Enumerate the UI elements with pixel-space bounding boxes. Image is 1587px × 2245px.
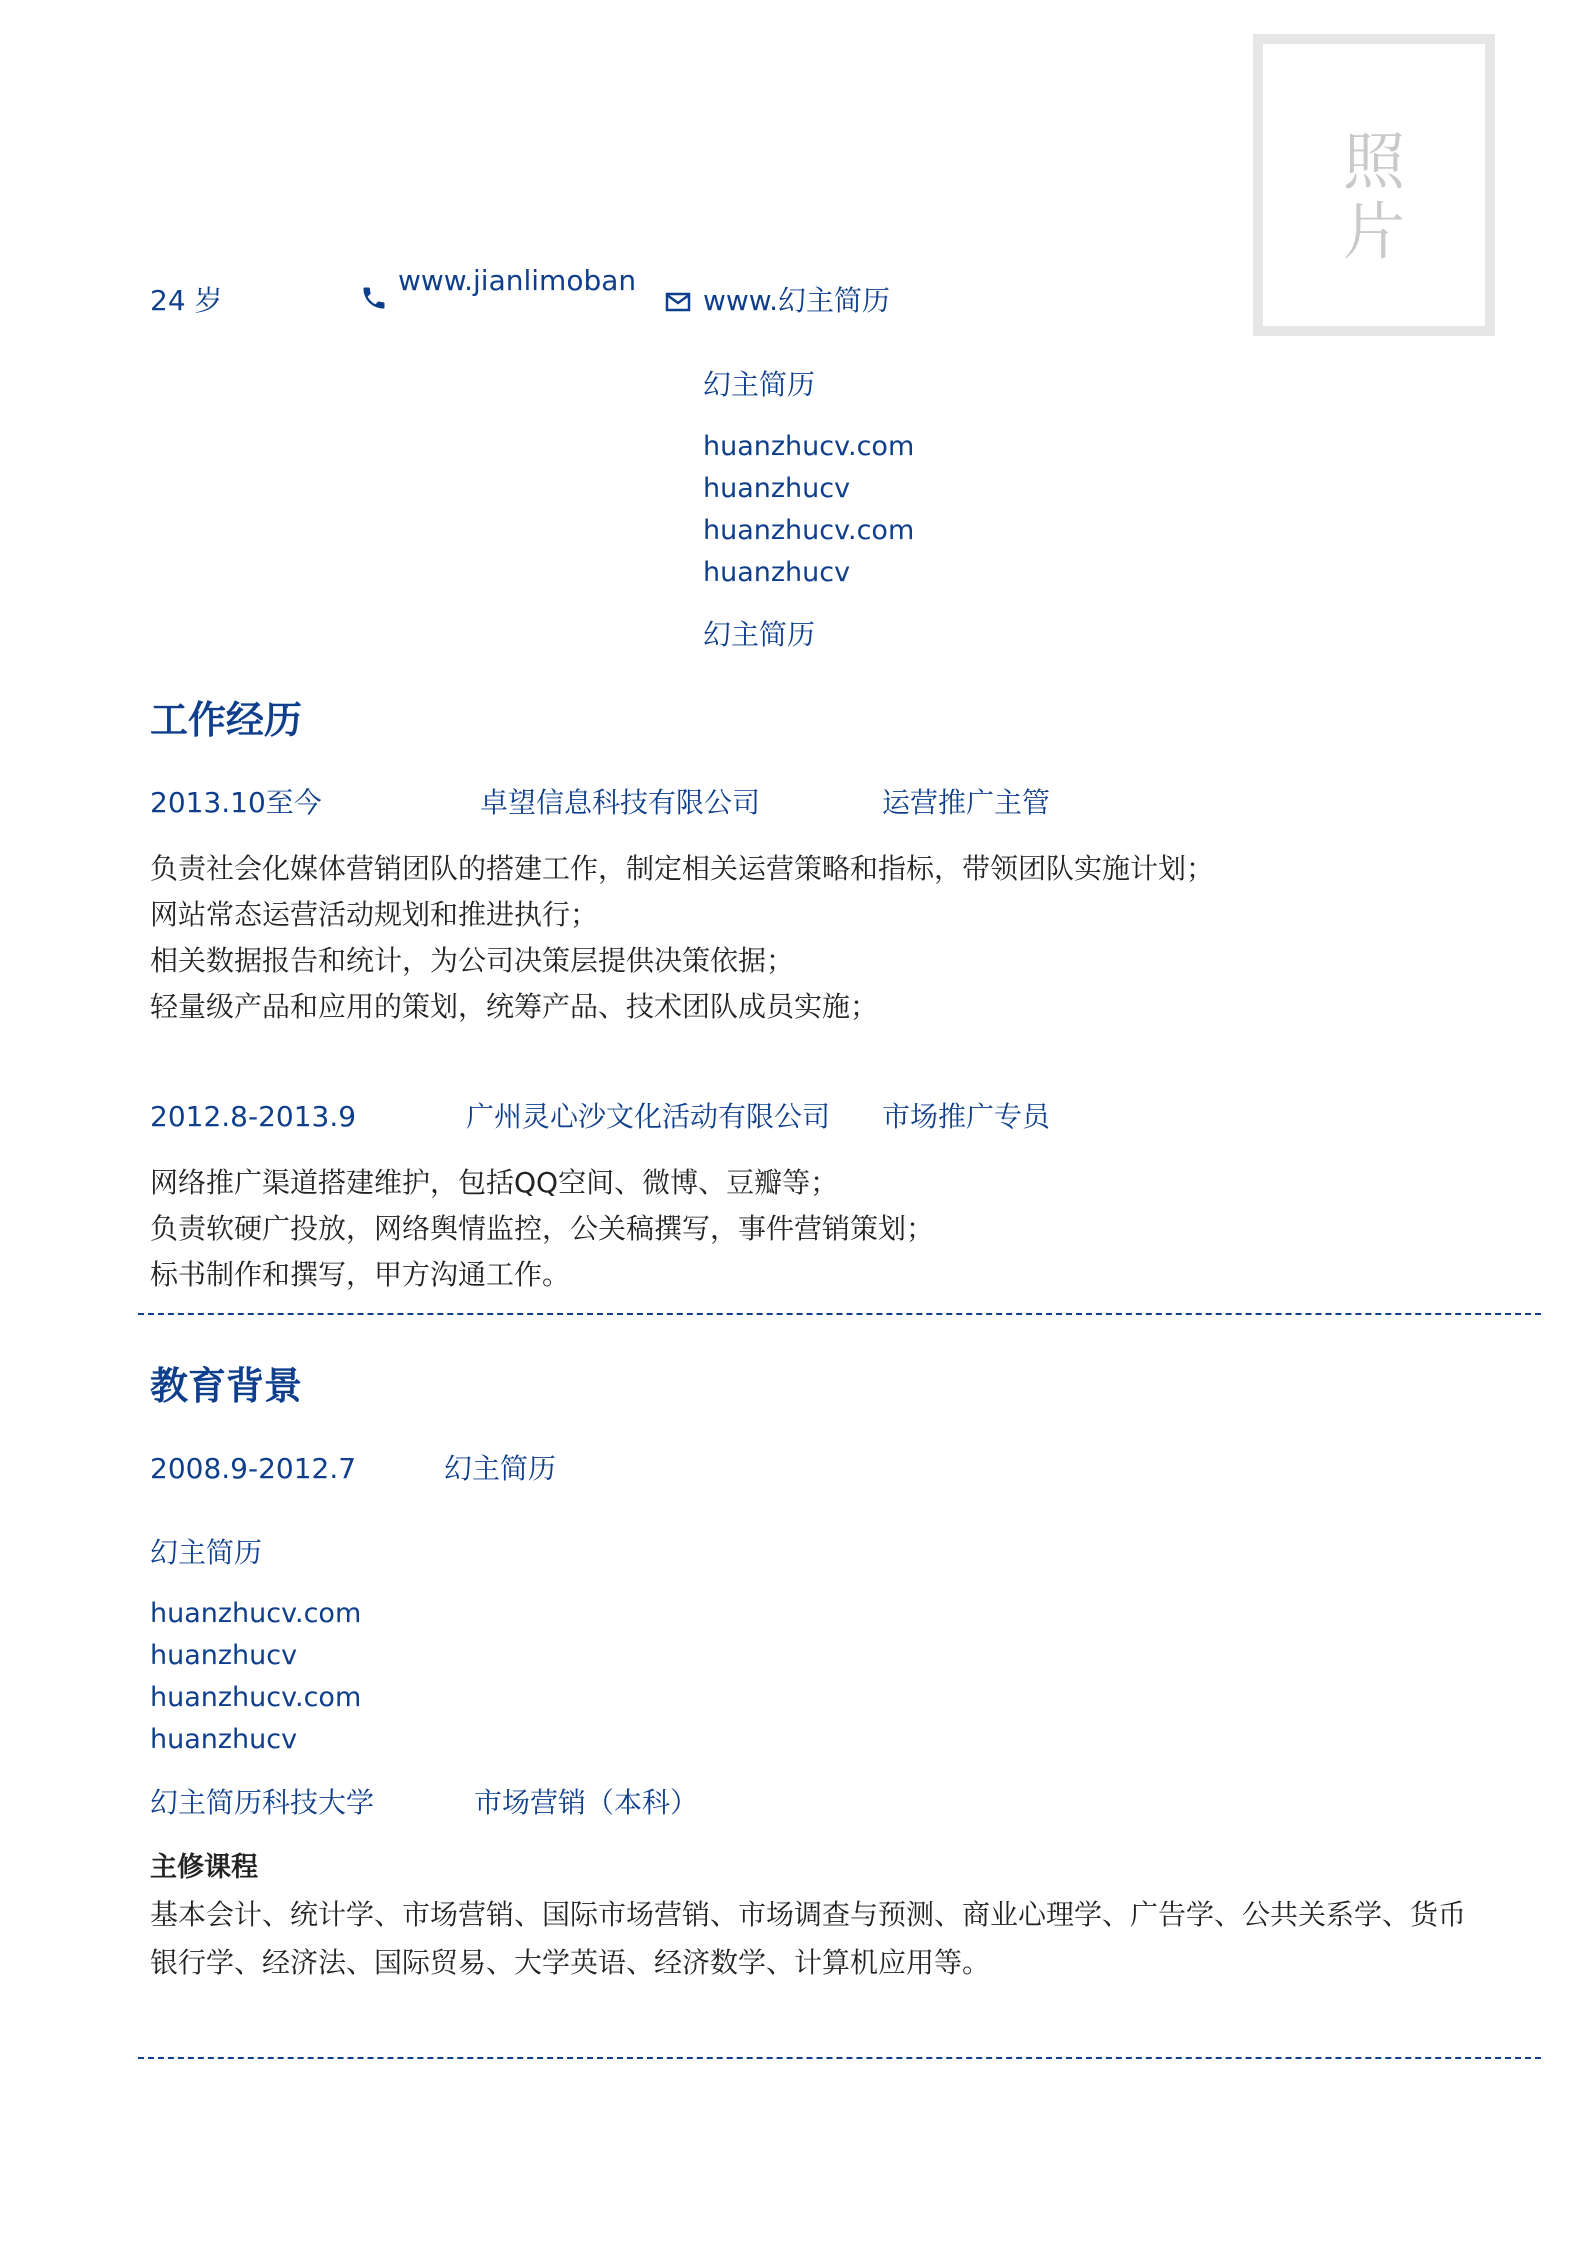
job-duty: 网络推广渠道搭建维护，包括QQ空间、微博、豆瓣等； bbox=[150, 1166, 839, 1199]
job-period: 2013.10至今 bbox=[150, 786, 322, 819]
section-divider bbox=[138, 2057, 1541, 2059]
section-title-education: 教育背景 bbox=[150, 1364, 303, 1408]
job-duty: 相关数据报告和统计，为公司决策层提供决策依据； bbox=[150, 944, 795, 977]
education-line: huanzhucv bbox=[150, 1724, 298, 1755]
email-value: www.幻主简历 bbox=[703, 284, 891, 317]
job-company: 广州灵心沙文化活动有限公司 bbox=[466, 1100, 831, 1133]
job-duty: 网站常态运营活动规划和推进执行； bbox=[150, 898, 599, 931]
courses-line: 基本会计、统计学、市场营销、国际市场营销、市场调查与预测、商业心理学、广告学、公共关系学、货币 bbox=[150, 1898, 1467, 1931]
job-duty: 负责软硬广投放，网络舆情监控，公关稿撰写，事件营销策划； bbox=[150, 1212, 935, 1245]
contact-heading-1: 幻主简历 bbox=[703, 368, 816, 401]
photo-label-line2: 片 bbox=[1342, 195, 1405, 268]
education-major: 市场营销（本科） bbox=[474, 1786, 699, 1819]
job-duty: 标书制作和撰写，甲方沟通工作。 bbox=[150, 1258, 571, 1291]
phone-icon bbox=[360, 283, 388, 313]
job-period: 2012.8-2013.9 bbox=[150, 1100, 357, 1133]
education-school: 幻主简历科技大学 bbox=[150, 1786, 375, 1819]
photo-placeholder bbox=[1253, 34, 1495, 336]
job-role: 运营推广主管 bbox=[882, 786, 1051, 819]
job-company: 卓望信息科技有限公司 bbox=[480, 786, 761, 819]
courses-line: 银行学、经济法、国际贸易、大学英语、经济数学、计算机应用等。 bbox=[150, 1946, 991, 1979]
courses-label: 主修课程 bbox=[150, 1852, 258, 1883]
section-title-work: 工作经历 bbox=[150, 698, 303, 742]
contact-heading-2: 幻主简历 bbox=[703, 618, 816, 651]
section-divider bbox=[138, 1313, 1541, 1315]
contact-line: huanzhucv bbox=[703, 557, 851, 588]
age-value: 24 岁 bbox=[150, 284, 223, 317]
contact-line: huanzhucv.com bbox=[703, 515, 915, 546]
phone-value: www.jianlimoban bbox=[398, 264, 637, 297]
education-line: huanzhucv bbox=[150, 1640, 298, 1671]
education-block-heading: 幻主简历 bbox=[150, 1536, 263, 1569]
job-duty: 负责社会化媒体营销团队的搭建工作，制定相关运营策略和指标，带领团队实施计划； bbox=[150, 852, 1215, 885]
contact-line: huanzhucv.com bbox=[703, 431, 915, 462]
education-line: huanzhucv.com bbox=[150, 1598, 362, 1629]
photo-label-line1: 照 bbox=[1342, 125, 1405, 198]
contact-line: huanzhucv bbox=[703, 473, 851, 504]
education-period: 2008.9-2012.7 bbox=[150, 1452, 357, 1485]
job-duty: 轻量级产品和应用的策划，统筹产品、技术团队成员实施； bbox=[150, 990, 879, 1023]
education-line: huanzhucv.com bbox=[150, 1682, 362, 1713]
education-school-short: 幻主简历 bbox=[444, 1452, 557, 1485]
job-role: 市场推广专员 bbox=[882, 1100, 1051, 1133]
mail-icon bbox=[665, 292, 691, 312]
